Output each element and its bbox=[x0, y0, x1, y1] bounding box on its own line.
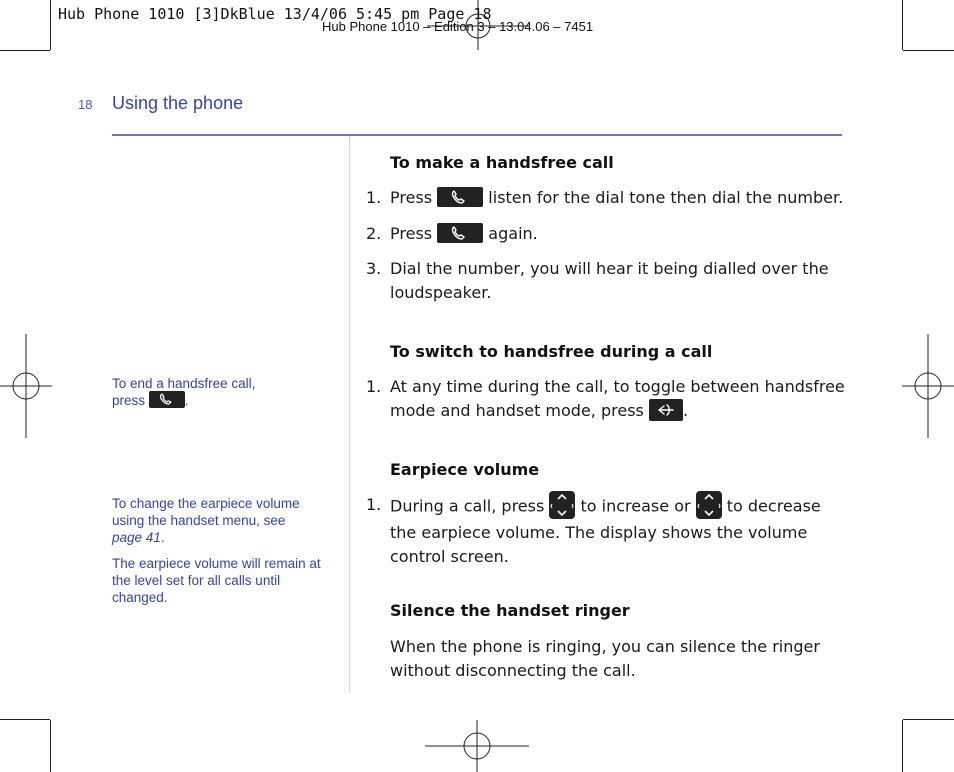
registration-mark-right bbox=[902, 334, 954, 438]
step-handsfree-3 bbox=[366, 257, 846, 305]
heading-handsfree-call: To make a handsfree call bbox=[390, 153, 614, 172]
crop-mark-tl-h bbox=[0, 50, 50, 51]
step-number: 1. bbox=[366, 188, 382, 207]
crop-mark-tr-v bbox=[902, 0, 903, 50]
step-text: During a call, press bbox=[390, 496, 545, 516]
step-text: Press bbox=[390, 224, 433, 243]
sidenote-volume-remain bbox=[112, 555, 342, 606]
column-divider bbox=[349, 136, 350, 692]
step-text: loudspeaker. bbox=[390, 283, 492, 302]
step-text: to increase or bbox=[580, 496, 691, 516]
crop-mark-br-v bbox=[902, 720, 903, 772]
step-text: mode and handset mode, press bbox=[390, 401, 644, 420]
step-handsfree-1 bbox=[366, 186, 846, 210]
step-number: 2. bbox=[366, 224, 382, 243]
phone-talk-icon bbox=[437, 223, 483, 243]
sidenote-change-volume bbox=[112, 495, 342, 546]
sidenote-line: . bbox=[160, 530, 165, 545]
crop-mark-bl-v bbox=[50, 720, 51, 772]
step-number: 3. bbox=[366, 259, 382, 278]
step-text: Dial the number, you will hear it being dialled over the bbox=[390, 259, 829, 278]
step-text: control screen. bbox=[390, 547, 509, 566]
sidenote-line: To change the earpiece volume bbox=[112, 496, 300, 511]
phone-talk-icon bbox=[437, 187, 483, 207]
step-text: Press bbox=[390, 188, 433, 207]
crop-mark-bl-h bbox=[0, 719, 50, 720]
step-text: . bbox=[682, 401, 689, 420]
sidenote-line: changed. bbox=[112, 590, 168, 605]
page-number: 18 bbox=[78, 97, 93, 112]
sidenote-line: To end a handsfree call, bbox=[112, 376, 256, 391]
sidenote-line: . bbox=[184, 393, 189, 408]
step-text: listen for the dial tone then dial the number. bbox=[488, 188, 844, 207]
paragraph-line: When the phone is ringing, you can silence the ringer bbox=[390, 637, 820, 656]
section-title: Using the phone bbox=[112, 93, 244, 113]
step-text: At any time during the call, to toggle between handsfree bbox=[390, 377, 845, 396]
up-navigation-icon bbox=[549, 491, 575, 519]
silence-ringer-text bbox=[390, 635, 850, 683]
registration-mark-left bbox=[0, 334, 52, 438]
step-text: again. bbox=[488, 224, 538, 243]
header-rule bbox=[112, 134, 842, 136]
phone-talk-icon bbox=[149, 391, 185, 408]
heading-silence-ringer: Silence the handset ringer bbox=[390, 601, 630, 620]
heading-earpiece-volume: Earpiece volume bbox=[390, 460, 540, 479]
edition-slug: Hub Phone 1010 – Edition 3 – 13.04.06 – 7451 bbox=[322, 19, 594, 34]
down-navigation-icon bbox=[696, 491, 722, 519]
step-text: to decrease bbox=[726, 496, 821, 516]
sidenote-line: The earpiece volume will remain at bbox=[112, 556, 321, 571]
step-switch-1 bbox=[366, 375, 846, 423]
step-number: 1. bbox=[366, 495, 382, 514]
print-slug: Hub Phone 1010 [3]DkBlue 13/4/06 5:45 pm Page 18 bbox=[58, 5, 492, 23]
sidenote-line: press bbox=[112, 393, 146, 408]
sidenote-line: using the handset menu, see bbox=[112, 513, 286, 528]
paragraph-line: without disconnecting the call. bbox=[390, 661, 636, 680]
crop-mark-tl-v bbox=[50, 0, 51, 50]
step-handsfree-2 bbox=[366, 222, 846, 246]
step-text: the earpiece volume. The display shows the volume bbox=[390, 523, 808, 542]
page-reference: page 41 bbox=[112, 530, 161, 545]
sidenote-end-call bbox=[112, 375, 342, 410]
step-number: 1. bbox=[366, 377, 382, 396]
handsfree-speaker-icon bbox=[649, 399, 683, 421]
step-volume-1 bbox=[366, 493, 846, 565]
crop-mark-tr-h bbox=[903, 50, 954, 51]
sidenote-line: the level set for all calls until bbox=[112, 573, 281, 588]
registration-mark-bottom bbox=[425, 720, 529, 772]
heading-switch-handsfree: To switch to handsfree during a call bbox=[390, 342, 713, 361]
crop-mark-br-h bbox=[903, 719, 954, 720]
